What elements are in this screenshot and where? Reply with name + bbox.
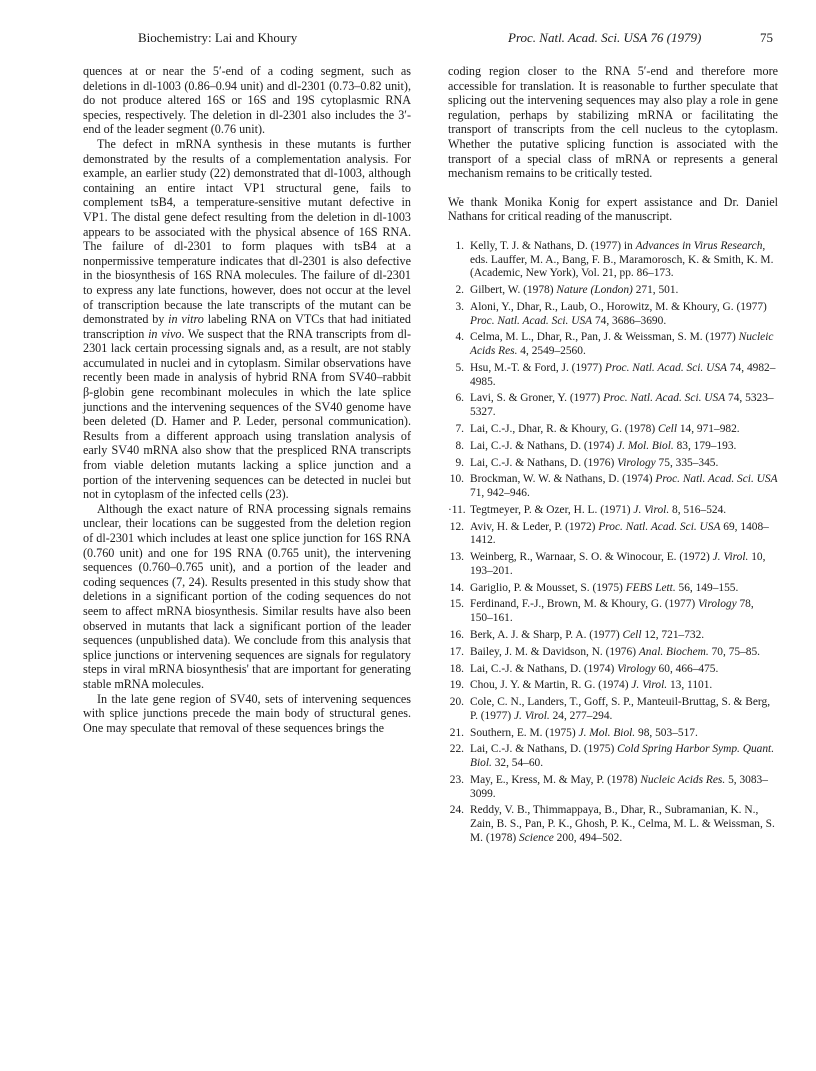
- reference-volume-pages: 56, 149–155.: [675, 581, 739, 594]
- reference-journal: Nature (London): [556, 284, 633, 297]
- reference-authors: Lai, C.-J. & Nathans, D. (1975): [470, 743, 618, 756]
- left-column: [83, 64, 411, 735]
- reference-item: [448, 301, 778, 328]
- reference-journal: Cell: [658, 422, 677, 435]
- reference-volume-pages: 12, 721–732.: [641, 628, 705, 641]
- text-run: . We suspect that the RNA transcripts from dl-2301 lack certain processing signals and, as a result, are not stably accumulated in nuclei and in cytoplasm. Similar observations have recently been made in analysis of hybrid RNA from SV40–rabbit β-globin gene recombinant molecules in which the late splice junctions and the intervening sequences of the SV40 genome have been deleted (D. Hamer and P. Leder, personal communication). Results from a different approach using translation analysis of early SV40 mRNA also show that the prespliced RNA transcripts from viable deletion mutants lacking a splice junction and a portion of the intervening sequences can be detected in nuclei but not in cytoplasm of the infected cells (23).: [83, 326, 412, 502]
- reference-item: [448, 284, 778, 298]
- reference-volume-pages: 60, 466–475.: [655, 662, 719, 675]
- reference-authors: Lai, C.-J. & Nathans, D. (1974): [470, 662, 618, 675]
- page-number: 75: [760, 30, 773, 45]
- reference-authors: Weinberg, R., Warnaar, S. O. & Winocour, E. (1972): [470, 551, 713, 564]
- reference-item: [448, 331, 778, 358]
- reference-journal: Proc. Natl. Acad. Sci. USA: [604, 361, 728, 374]
- reference-volume-pages: 24, 277–294.: [549, 709, 613, 722]
- reference-number: 23.: [449, 773, 464, 786]
- reference-item: [448, 646, 778, 660]
- reference-volume-pages: 5, 3083–3099.: [470, 773, 768, 800]
- text-run: The defect in mRNA synthesis in these mutants is further demonstrated by the results of a complementation analysis. For example, an earlier study (22) demonstrated that dl-1003, although containing an entire intact VP1 structural gene, fails to complement tsB4, a temperature-sensitive mutant defective in VP1. The distal gene defect resulting from the deletion in dl-1003 appears to be associated with the physical absence of 16S RNA. The failure of dl-2301 to form plaques with tsB4 at a nonpermissive temperature indicates that dl-2301 is also defective in the biosynthesis of 16S RNA molecules. The failure of dl-2301 to express any late functions, however, does not occur at the level of transcription because the late transcripts of the mutant can be demonstrated by: [83, 136, 411, 327]
- reference-number: 16.: [449, 628, 464, 641]
- reference-item: [448, 551, 778, 578]
- reference-journal: Virology: [617, 662, 656, 675]
- reference-number: 7.: [455, 422, 464, 435]
- reference-number: 10.: [449, 473, 464, 486]
- reference-journal: FEBS Lett.: [625, 581, 676, 594]
- reference-journal: Proc. Natl. Acad. Sci. USA: [603, 392, 726, 405]
- reference-item: [448, 362, 778, 389]
- reference-item: [448, 696, 778, 723]
- reference-authors: Brockman, W. W. & Nathans, D. (1974): [470, 473, 656, 486]
- reference-number: 22.: [449, 743, 464, 756]
- paragraph-speculation: coding region closer to the RNA 5′-end and therefore more accessible for translation. It is reasonable to further speculate that splicing out the intervening sequences may also play a role in gene regulation, perhaps by stabilizing mRNA or facilitating the transport of transcripts from the cell nucleus to the cytoplasm. Whether the putative splicing function is associated with the transport of a special class of mRNA or represents a general mechanism remains to be critically tested.: [448, 64, 778, 181]
- reference-volume-pages: 70, 75–85.: [708, 645, 761, 658]
- paragraph-late-gene-region: In the late gene region of SV40, sets of intervening sequences with splice junctions precede the main body of structural genes. One may speculate that removal of these sequences brings the: [83, 691, 411, 735]
- reference-journal: J. Virol.: [633, 503, 670, 516]
- reference-authors: Lai, C.-J. & Nathans, D. (1974): [470, 439, 618, 452]
- reference-item: [448, 392, 778, 419]
- reference-number: 1.: [455, 239, 464, 252]
- reference-journal: Virology: [617, 456, 656, 469]
- reference-authors: Tegtmeyer, P. & Ozer, H. L. (1971): [470, 503, 634, 516]
- reference-volume-pages: 14, 971–982.: [676, 422, 740, 435]
- reference-journal: Proc. Natl. Acad. Sci. USA: [655, 473, 778, 486]
- reference-item: [448, 774, 778, 801]
- reference-number: 18.: [449, 662, 464, 675]
- header-section-authors: Biochemistry: Lai and Khoury: [138, 30, 298, 45]
- reference-number: 17.: [449, 645, 464, 658]
- paragraph-processing-signals: Although the exact nature of RNA processing signals remains unclear, their locations can be suggested from the deletion region of dl-2301 which includes at least one splice junction for 16S RNA (0.760 unit) and one for 19S RNA (0.765 unit), the intervening sequences (0.760–0.765 unit), and a portion of the leader and coding sequences (7, 24). Results presented in this study show that deletions in a significant portion of the coding sequences do not seem to affect mRNA biosynthesis. Similar results have also been observed in mutants that lack a significant portion of the leader sequences (unpublished data). We conclude from this analysis that splice junctions or intervening sequences are signals for regulatory steps in viral mRNA biosynthesis' that are important for generating stable mRNA molecules.: [83, 501, 411, 691]
- reference-journal: Nucleic Acids Res.: [640, 773, 726, 786]
- reference-item: [448, 440, 778, 454]
- reference-authors: Celma, M. L., Dhar, R., Pan, J. & Weissman, S. M. (1977): [470, 331, 739, 344]
- reference-authors: Kelly, T. J. & Nathans, D. (1977) in: [470, 239, 636, 252]
- reference-item: [448, 521, 778, 548]
- reference-journal: J. Virol.: [712, 551, 749, 564]
- reference-number: 21.: [449, 726, 464, 739]
- reference-item: [448, 743, 778, 770]
- reference-journal: Science: [519, 831, 554, 844]
- reference-journal: J. Mol. Biol.: [617, 439, 674, 452]
- reference-item: [448, 582, 778, 596]
- reference-authors: Aviv, H. & Leder, P. (1972): [470, 520, 599, 533]
- reference-authors: Lai, C.-J. & Nathans, D. (1976): [470, 456, 618, 469]
- reference-authors: May, E., Kress, M. & May, P. (1978): [470, 773, 641, 786]
- reference-authors: Lavi, S. & Groner, Y. (1977): [470, 392, 604, 405]
- reference-volume-pages: 271, 501.: [632, 284, 679, 297]
- reference-number: 14.: [449, 581, 464, 594]
- reference-authors: Chou, J. Y. & Martin, R. G. (1974): [470, 679, 632, 692]
- reference-number: 12.: [449, 520, 464, 533]
- reference-authors: Bailey, J. M. & Davidson, N. (1976): [470, 645, 639, 658]
- reference-authors: Cole, C. N., Landers, T., Goff, S. P., Manteuil-Bruttag, S. & Berg, P. (1977): [470, 696, 771, 722]
- reference-volume-pages: 98, 503–517.: [635, 726, 698, 739]
- reference-volume-pages: , eds. Lauffer, M. A., Bang, F. B., Maramorosch, K. & Smith, K. M. (Academic, New York), Vol. 21, pp. 86–173.: [470, 239, 774, 280]
- text-italic-in-vitro: in vitro: [168, 312, 204, 327]
- reference-number: 3.: [455, 300, 464, 313]
- reference-number: 24.: [449, 804, 464, 817]
- reference-item: [448, 423, 778, 437]
- reference-journal: Proc. Natl. Acad. Sci. USA: [598, 520, 721, 533]
- reference-item: [448, 240, 778, 281]
- reference-journal: J. Virol.: [513, 709, 550, 722]
- reference-item: [448, 663, 778, 677]
- reference-item: [448, 457, 778, 471]
- reference-volume-pages: 83, 179–193.: [673, 439, 737, 452]
- reference-volume-pages: 200, 494–502.: [553, 831, 623, 844]
- reference-number: 2.: [455, 284, 464, 297]
- reference-journal: Cell: [622, 628, 642, 641]
- reference-journal: Anal. Biochem.: [638, 645, 709, 658]
- reference-item: [448, 804, 778, 845]
- reference-journal: Virology: [698, 598, 737, 611]
- reference-item: [448, 598, 778, 625]
- acknowledgments: We thank Monika Konig for expert assistance and Dr. Daniel Nathans for critical reading of the manuscript.: [448, 194, 778, 224]
- reference-number: 4.: [455, 331, 464, 344]
- running-header: [0, 30, 816, 50]
- right-column: [448, 64, 778, 849]
- reference-volume-pages: 4, 2549–2560.: [517, 345, 586, 358]
- reference-volume-pages: 74, 3686–3690.: [592, 314, 667, 327]
- reference-authors: Gariglio, P. & Mousset, S. (1975): [470, 581, 626, 594]
- reference-authors: Ferdinand, F.-J., Brown, M. & Khoury, G. (1977): [470, 598, 699, 611]
- header-journal-citation: Proc. Natl. Acad. Sci. USA 76 (1979): [508, 30, 702, 45]
- reference-volume-pages: 78, 150–161.: [470, 598, 754, 625]
- reference-number: 6.: [455, 392, 464, 405]
- reference-list: [448, 240, 778, 846]
- text-run: labeling RNA on VTCs that had initiated transcription: [83, 312, 411, 341]
- reference-authors: Aloni, Y., Dhar, R., Laub, O., Horowitz, M. & Khoury, G. (1977): [470, 300, 767, 313]
- reference-volume-pages: 8, 516–524.: [669, 503, 727, 516]
- reference-authors: Southern, E. M. (1975): [470, 726, 579, 739]
- reference-volume-pages: 32, 54–60.: [491, 757, 544, 770]
- paragraph-deletions: quences at or near the 5′-end of a coding segment, such as deletions in dl-1003 (0.86–0.94 unit) and dl-2301 (0.73–0.82 unit), do not produce altered 16S or 16S and 19S cytoplasmic RNA species, respectively. The deletion in dl-2301 also includes the 3′-end of the leader segment (0.76 unit).: [83, 64, 411, 137]
- reference-number: 13.: [449, 551, 464, 564]
- reference-number: 8.: [455, 439, 464, 452]
- reference-journal: Cold Spring Harbor Symp. Quant. Biol.: [470, 743, 775, 770]
- reference-journal: J. Mol. Biol.: [578, 726, 636, 739]
- reference-volume-pages: 74, 4982–4985.: [470, 361, 776, 388]
- reference-number: 5.: [455, 361, 464, 374]
- reference-authors: Reddy, V. B., Thimmappaya, B., Dhar, R., Subramanian, K. N., Zain, B. S., Pan, P. K., Ghosh, P. K., Celma, M. L. & Weissman, S. M. (1978): [470, 804, 775, 844]
- paragraph-complementation: [83, 137, 411, 502]
- reference-volume-pages: 74, 5323–5327.: [470, 392, 774, 419]
- reference-authors: Lai, C.-J., Dhar, R. & Khoury, G. (1978): [470, 422, 658, 435]
- reference-volume-pages: 71, 942–946.: [470, 487, 530, 500]
- reference-number: 19.: [449, 679, 464, 692]
- reference-authors: Gilbert, W. (1978): [470, 284, 557, 297]
- reference-authors: Berk, A. J. & Sharp, P. A. (1977): [470, 628, 623, 641]
- reference-number: ·11.: [448, 503, 466, 516]
- reference-number: 20.: [449, 696, 464, 709]
- reference-volume-pages: 13, 1101.: [667, 679, 713, 692]
- reference-number: 15.: [449, 598, 464, 611]
- reference-journal: Advances in Virus Research: [635, 239, 763, 252]
- reference-item: [448, 629, 778, 643]
- reference-number: 9.: [455, 456, 464, 469]
- reference-journal: Proc. Natl. Acad. Sci. USA: [470, 314, 593, 327]
- reference-item: [448, 727, 778, 741]
- text-italic-in-vivo: in vivo: [148, 326, 182, 341]
- reference-volume-pages: 10, 193–201.: [470, 551, 766, 577]
- reference-volume-pages: 69, 1408–1412.: [470, 520, 769, 547]
- reference-journal: J. Virol.: [631, 679, 668, 692]
- reference-item: [448, 473, 778, 500]
- reference-journal: Nucleic Acids Res.: [470, 331, 774, 358]
- reference-volume-pages: 75, 335–345.: [655, 456, 719, 469]
- reference-authors: Hsu, M.-T. & Ford, J. (1977): [470, 361, 605, 374]
- reference-item: [448, 679, 778, 693]
- reference-item: [448, 504, 778, 518]
